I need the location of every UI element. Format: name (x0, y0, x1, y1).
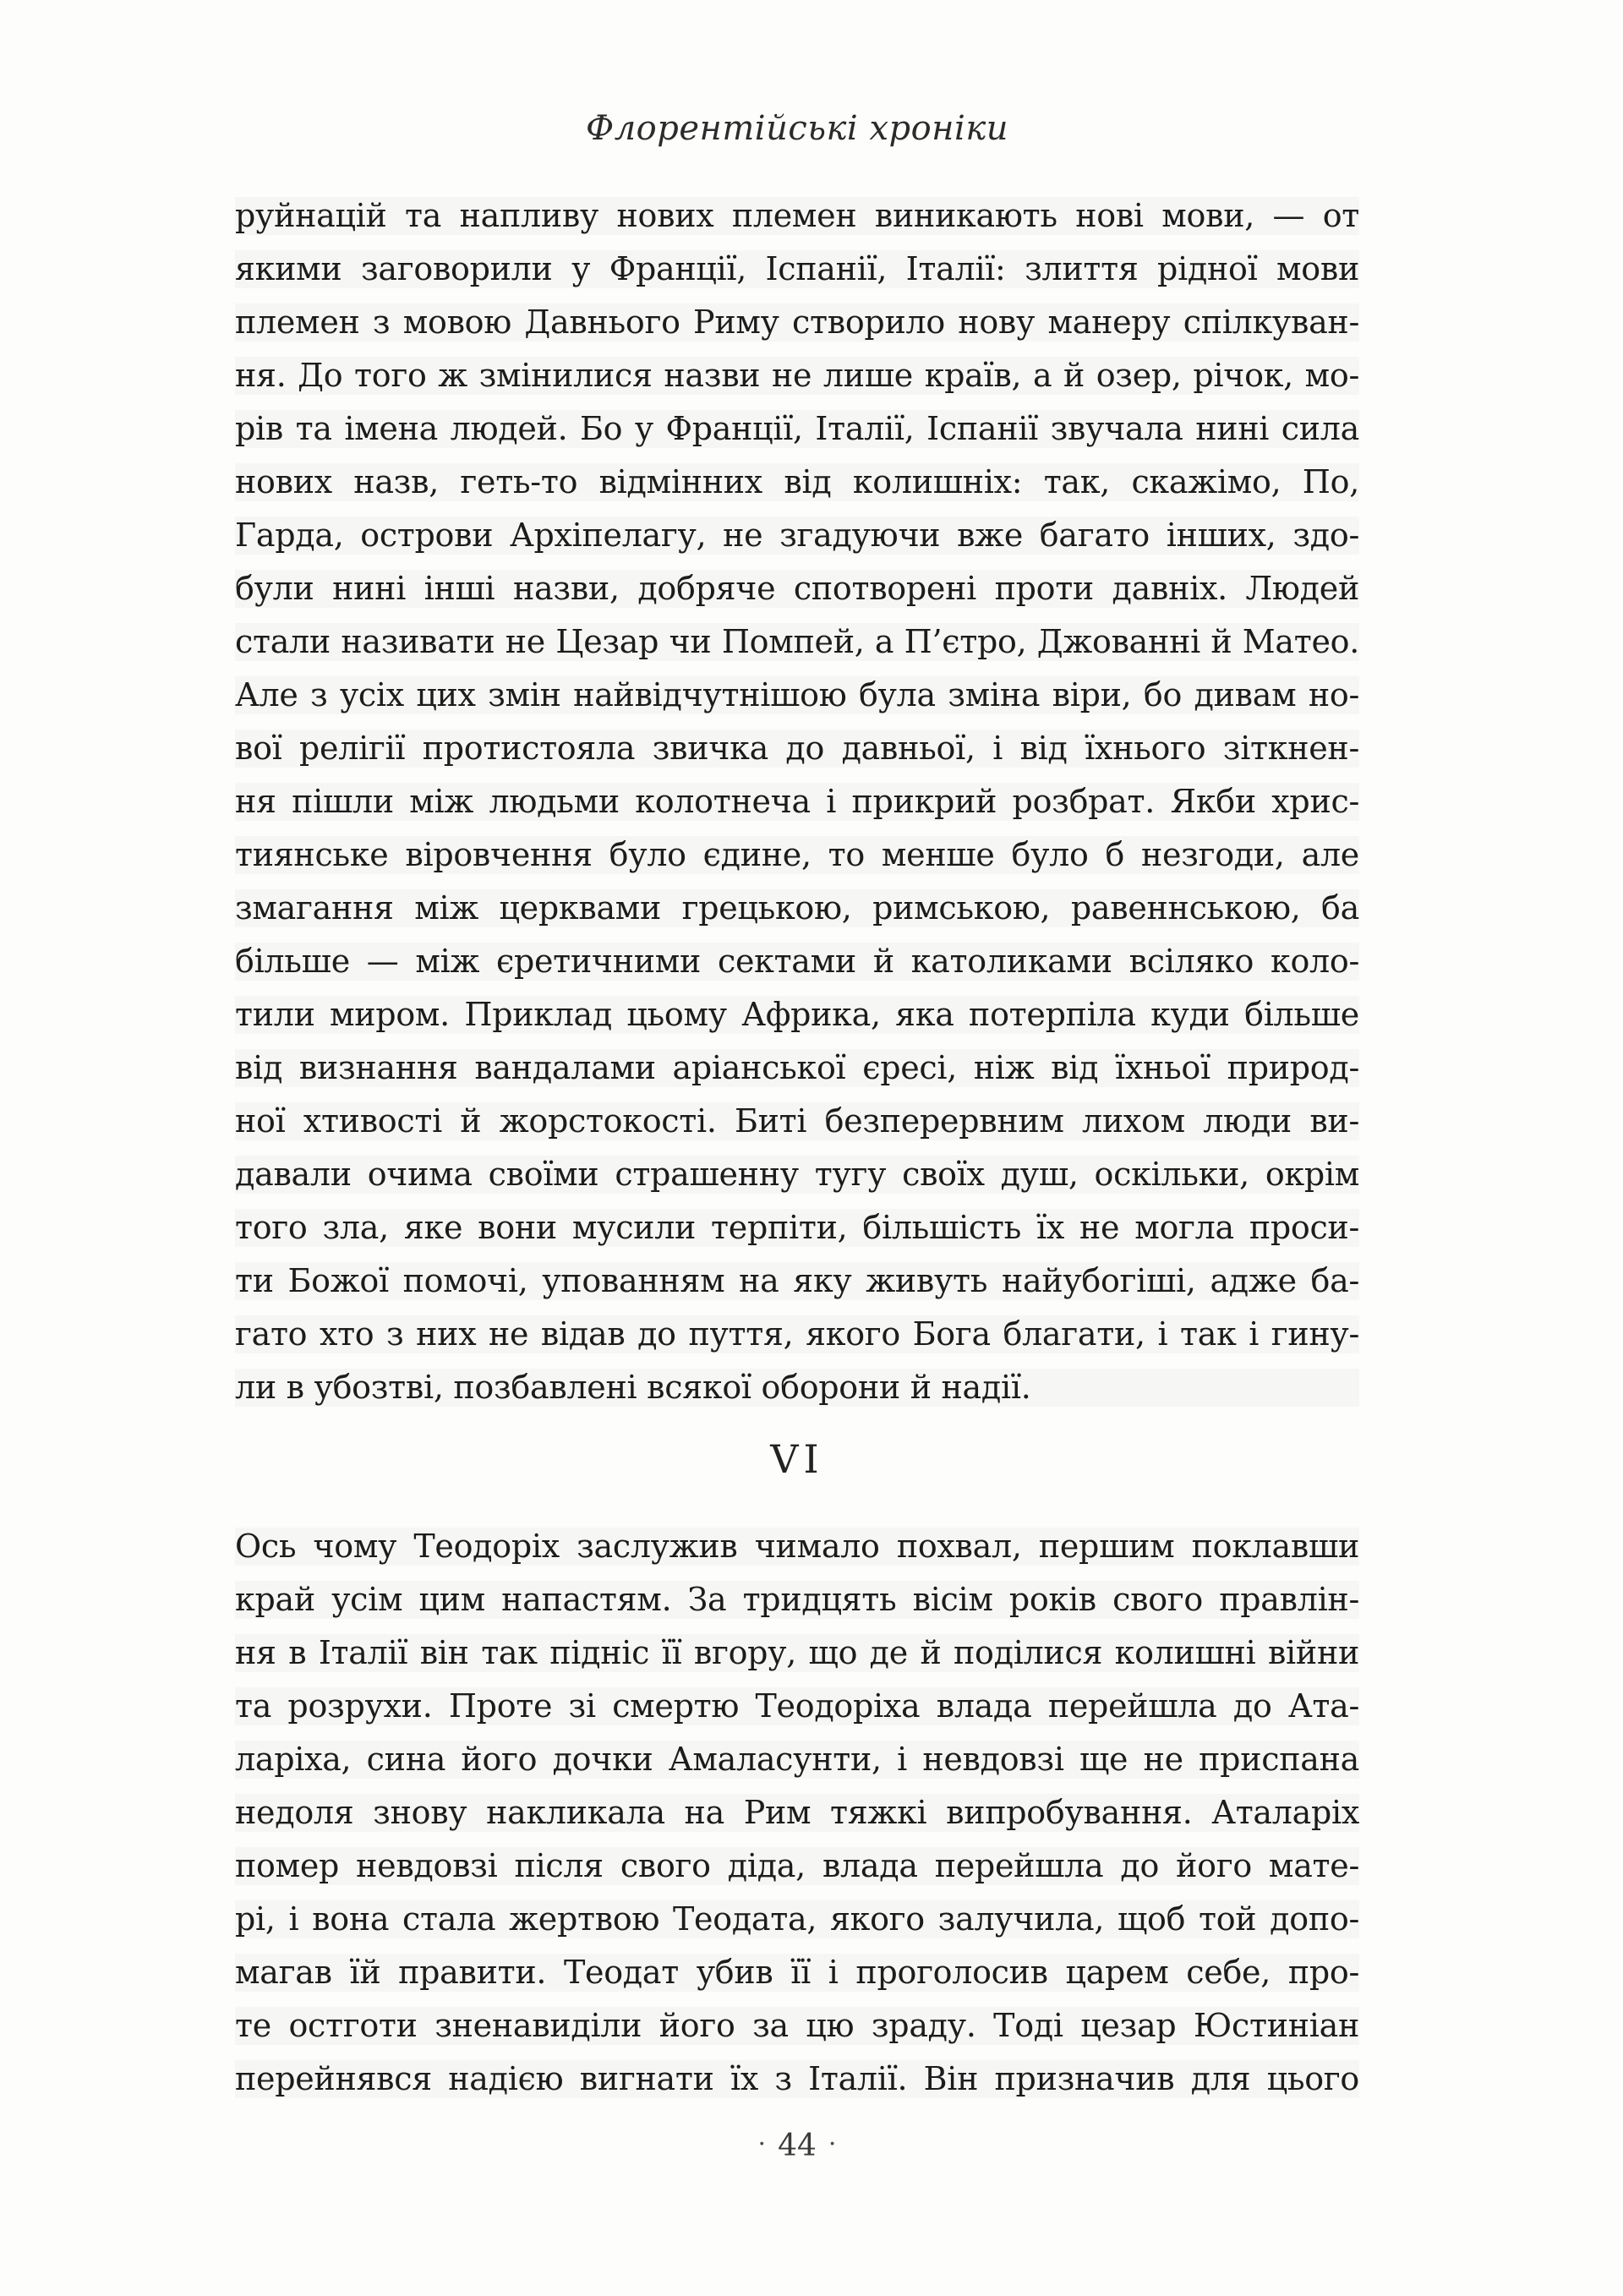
text-line: недоля знову накликала на Рим тяжкі випробування. Аталаріх (235, 1786, 1359, 1840)
text-line: якими заговорили у Франції, Іспанії, Італії: злиття рідної мови (235, 243, 1359, 296)
section-heading-roman-numeral: VI (770, 1436, 824, 1482)
text-line: гато хто з них не відав до пуття, якого Бога благати, і так і гину- (235, 1308, 1359, 1361)
text-line: Гарда, острови Архіпелагу, не згадуючи вже багато інших, здо- (235, 509, 1359, 562)
text-line: ли в убозтві, позбавлені всякої оборони й надії. (235, 1361, 1359, 1414)
page-number-dot-right: · (828, 2129, 837, 2159)
text-line: Ось чому Теодоріх заслужив чимало похвал, першим поклавши (235, 1520, 1359, 1573)
text-line: руйнацій та напливу нових племен виникають нові мови, — от (235, 189, 1359, 243)
paragraph-body-text (235, 1520, 1359, 2106)
text-line: від визнання вандалами аріанської єресі, ніж від їхньої природ- (235, 1041, 1359, 1095)
text-line: були нині інші назви, добряче спотворені проти давніх. Людей (235, 562, 1359, 615)
text-line: тиянське віровчення було єдине, то менше було б незгоди, але (235, 828, 1359, 882)
text-line: нових назв, геть-то відмінних від колишніх: так, скажімо, По, (235, 456, 1359, 509)
text-line: ня. До того ж змінилися назви не лише країв, а й озер, річок, мо- (235, 349, 1359, 402)
text-line: Але з усіх цих змін найвідчутнішою була зміна віри, бо дивам но- (235, 669, 1359, 722)
text-line: край усім цим напастям. За тридцять вісім років свого правлін- (235, 1573, 1359, 1626)
text-line: та розрухи. Проте зі смертю Теодоріха влада перейшла до Ата- (235, 1680, 1359, 1733)
text-line: помер невдовзі після свого діда, влада перейшла до його мате- (235, 1840, 1359, 1893)
text-line: більше — між єретичними сектами й католиками всіляко коло- (235, 935, 1359, 988)
text-line: вої релігії протистояла звичка до давньої, і від їхнього зіткнен- (235, 722, 1359, 775)
text-line: рів та імена людей. Бо у Франції, Італії, Іспанії звучала нині сила (235, 402, 1359, 456)
text-line: давали очима своїми страшенну тугу своїх душ, оскільки, окрім (235, 1148, 1359, 1201)
text-line: змагання між церквами грецькою, римською, равеннською, ба (235, 882, 1359, 935)
text-line: магав їй правити. Теодат убив її і проголосив царем себе, про- (235, 1946, 1359, 1999)
running-header: Флорентійські хроніки (586, 109, 1008, 148)
page-number (235, 2126, 1359, 2168)
text-line: ня в Італії він так підніс її вгору, що де й поділися колишні війни (235, 1626, 1359, 1680)
text-line: перейнявся надією вигнати їх з Італії. Він призначив для цього (235, 2053, 1359, 2106)
text-line: ларіха, сина його дочки Амаласунти, і невдовзі ще не приспана (235, 1733, 1359, 1786)
text-line: те остготи зненавиділи його за цю зраду. Тоді цезар Юстиніан (235, 1999, 1359, 2053)
text-line: ти Божої помочі, упованням на яку живуть найубогіші, адже ба- (235, 1255, 1359, 1308)
paragraph-body-text (235, 189, 1359, 1414)
text-line: ня пішли між людьми колотнеча і прикрий розбрат. Якби хрис- (235, 775, 1359, 828)
text-line: тили миром. Приклад цьому Африка, яка потерпіла куди більше (235, 988, 1359, 1041)
page-number-value: 44 (778, 2129, 817, 2163)
text-line: стали називати не Цезар чи Помпей, а П’єтро, Джованні й Матео. (235, 615, 1359, 669)
text-line: племен з мовою Давнього Риму створило нову манеру спілкуван- (235, 296, 1359, 349)
text-line: ної хтивості й жорстокості. Биті безперервним лихом люди ви- (235, 1095, 1359, 1148)
text-line: рі, і вона стала жертвою Теодата, якого залучила, щоб той допо- (235, 1893, 1359, 1946)
text-line: того зла, яке вони мусили терпіти, більшість їх не могла проси- (235, 1201, 1359, 1255)
page-number-dot-left: · (757, 2129, 767, 2159)
